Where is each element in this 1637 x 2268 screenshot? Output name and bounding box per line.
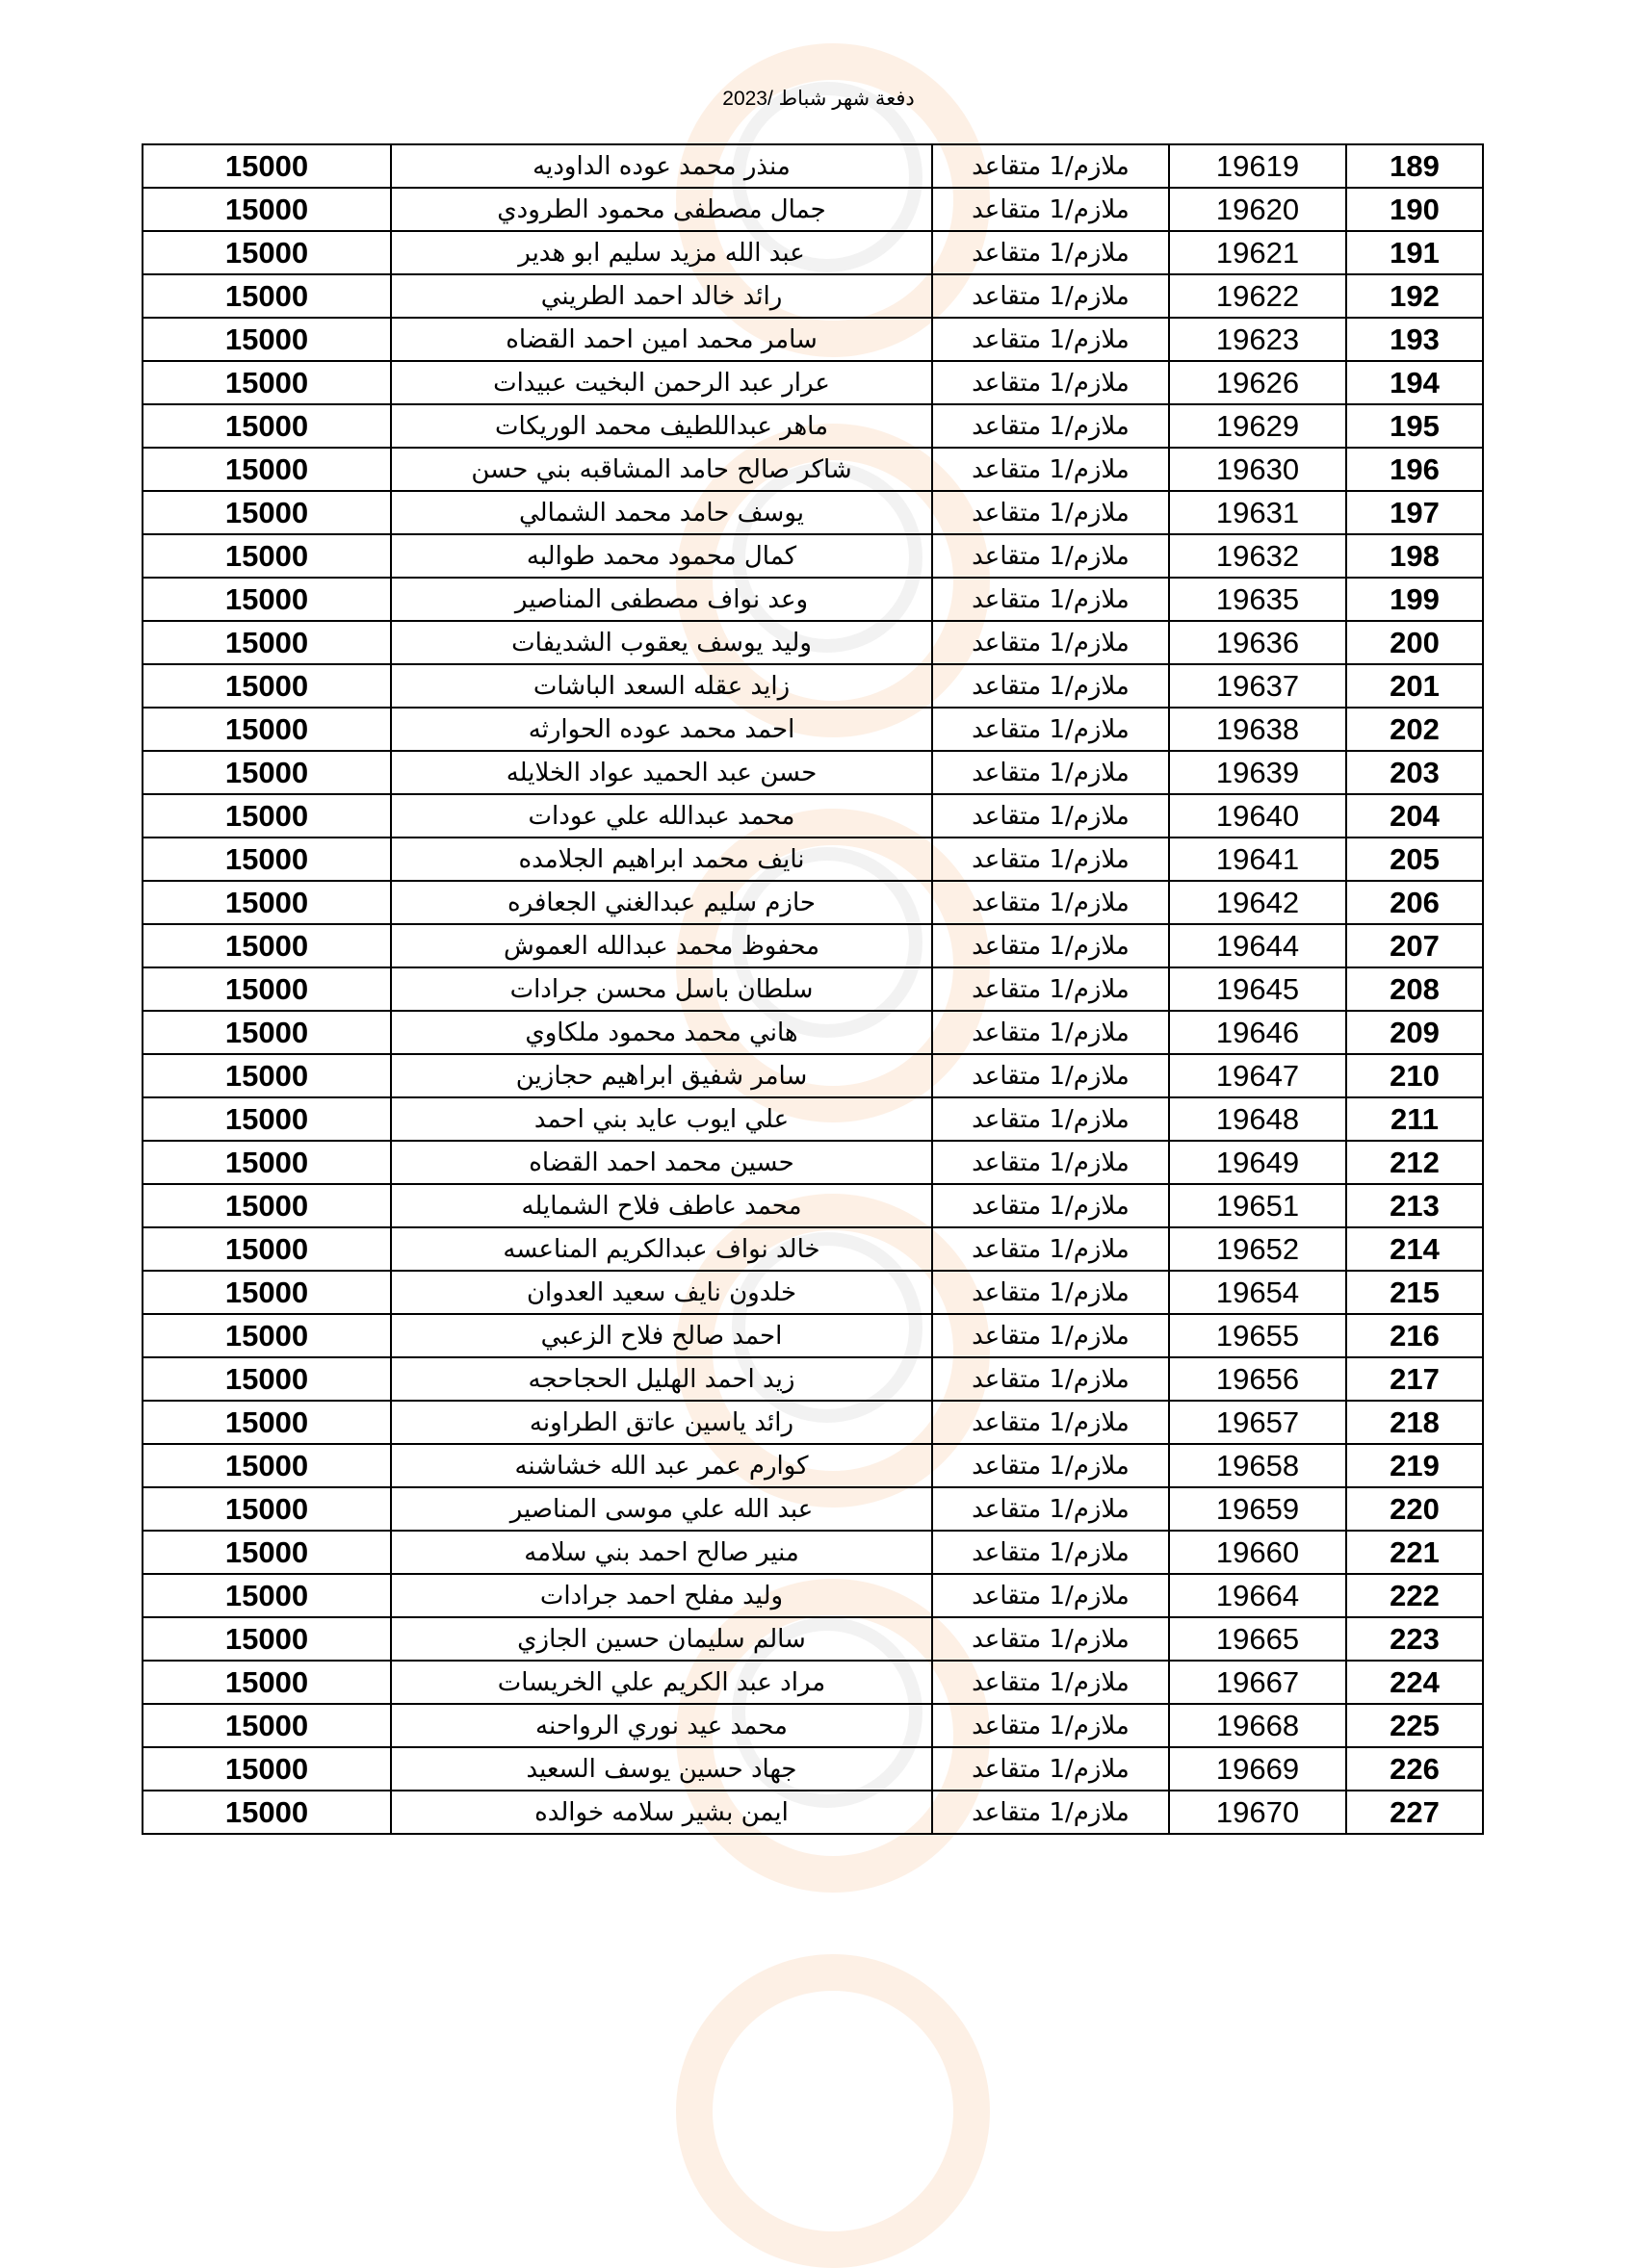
rank-cell: ملازم/1 متقاعد [932, 1531, 1169, 1574]
military-id-cell: 19641 [1169, 838, 1346, 881]
row-number-cell: 198 [1346, 534, 1483, 578]
military-id-cell: 19647 [1169, 1054, 1346, 1097]
amount-cell: 15000 [143, 838, 391, 881]
amount-cell: 15000 [143, 1401, 391, 1444]
rank-cell: ملازم/1 متقاعد [932, 664, 1169, 708]
row-number-cell: 190 [1346, 188, 1483, 231]
amount-cell: 15000 [143, 924, 391, 967]
table-row [143, 1097, 1483, 1141]
table-row [143, 881, 1483, 924]
row-number-cell: 189 [1346, 144, 1483, 188]
rank-cell: ملازم/1 متقاعد [932, 404, 1169, 448]
full-name-cell: سلطان باسل محسن جرادات [391, 967, 932, 1011]
table-row [143, 838, 1483, 881]
military-id-cell: 19667 [1169, 1661, 1346, 1704]
amount-cell: 15000 [143, 1661, 391, 1704]
rank-cell: ملازم/1 متقاعد [932, 621, 1169, 664]
full-name-cell: حسن عبد الحميد عواد الخلايله [391, 751, 932, 794]
row-number-cell: 199 [1346, 578, 1483, 621]
full-name-cell: شاكر صالح حامد المشاقبه بني حسن [391, 448, 932, 491]
military-id-cell: 19623 [1169, 318, 1346, 361]
rank-cell: ملازم/1 متقاعد [932, 1617, 1169, 1661]
amount-cell: 15000 [143, 1314, 391, 1357]
full-name-cell: سامر محمد امين احمد القضاه [391, 318, 932, 361]
rank-cell: ملازم/1 متقاعد [932, 1184, 1169, 1227]
row-number-cell: 214 [1346, 1227, 1483, 1271]
amount-cell: 15000 [143, 144, 391, 188]
military-id-cell: 19669 [1169, 1747, 1346, 1791]
military-id-cell: 19630 [1169, 448, 1346, 491]
rank-cell: ملازم/1 متقاعد [932, 1011, 1169, 1054]
rank-cell: ملازم/1 متقاعد [932, 1227, 1169, 1271]
military-id-cell: 19619 [1169, 144, 1346, 188]
full-name-cell: رائد ياسين عاتق الطراونه [391, 1401, 932, 1444]
rank-cell: ملازم/1 متقاعد [932, 881, 1169, 924]
rank-cell: ملازم/1 متقاعد [932, 924, 1169, 967]
table-row [143, 1011, 1483, 1054]
full-name-cell: علي ايوب عايد بني احمد [391, 1097, 932, 1141]
military-id-cell: 19636 [1169, 621, 1346, 664]
rank-cell: ملازم/1 متقاعد [932, 1704, 1169, 1747]
amount-cell: 15000 [143, 967, 391, 1011]
table-row [143, 664, 1483, 708]
row-number-cell: 201 [1346, 664, 1483, 708]
full-name-cell: محمد عاطف فلاح الشمايله [391, 1184, 932, 1227]
table-row [143, 1791, 1483, 1834]
full-name-cell: عبد الله مزيد سليم ابو هدير [391, 231, 932, 274]
amount-cell: 15000 [143, 1011, 391, 1054]
amount-cell: 15000 [143, 578, 391, 621]
table-row [143, 318, 1483, 361]
full-name-cell: حسين محمد احمد القضاه [391, 1141, 932, 1184]
row-number-cell: 219 [1346, 1444, 1483, 1487]
military-id-cell: 19632 [1169, 534, 1346, 578]
rank-cell: ملازم/1 متقاعد [932, 1054, 1169, 1097]
military-id-cell: 19648 [1169, 1097, 1346, 1141]
military-id-cell: 19644 [1169, 924, 1346, 967]
row-number-cell: 193 [1346, 318, 1483, 361]
military-id-cell: 19626 [1169, 361, 1346, 404]
rank-cell: ملازم/1 متقاعد [932, 1487, 1169, 1531]
amount-cell: 15000 [143, 1054, 391, 1097]
payment-table [142, 143, 1484, 1835]
amount-cell: 15000 [143, 1617, 391, 1661]
amount-cell: 15000 [143, 1444, 391, 1487]
table-row [143, 751, 1483, 794]
row-number-cell: 223 [1346, 1617, 1483, 1661]
full-name-cell: يوسف حامد محمد الشمالي [391, 491, 932, 534]
full-name-cell: مراد عبد الكريم علي الخريسات [391, 1661, 932, 1704]
military-id-cell: 19652 [1169, 1227, 1346, 1271]
row-number-cell: 196 [1346, 448, 1483, 491]
amount-cell: 15000 [143, 1487, 391, 1531]
rank-cell: ملازم/1 متقاعد [932, 1791, 1169, 1834]
table-row [143, 794, 1483, 838]
amount-cell: 15000 [143, 621, 391, 664]
row-number-cell: 191 [1346, 231, 1483, 274]
row-number-cell: 222 [1346, 1574, 1483, 1617]
rank-cell: ملازم/1 متقاعد [932, 1747, 1169, 1791]
full-name-cell: زيد احمد الهليل الحجاحجه [391, 1357, 932, 1401]
table-row [143, 448, 1483, 491]
full-name-cell: محمد عبدالله علي عودات [391, 794, 932, 838]
table-row [143, 144, 1483, 188]
table-row [143, 1271, 1483, 1314]
full-name-cell: خلدون نايف سعيد العدوان [391, 1271, 932, 1314]
military-id-cell: 19651 [1169, 1184, 1346, 1227]
full-name-cell: ايمن بشير سلامه خوالده [391, 1791, 932, 1834]
table-row [143, 188, 1483, 231]
full-name-cell: منير صالح احمد بني سلامه [391, 1531, 932, 1574]
table-row [143, 534, 1483, 578]
military-id-cell: 19629 [1169, 404, 1346, 448]
military-id-cell: 19654 [1169, 1271, 1346, 1314]
military-id-cell: 19637 [1169, 664, 1346, 708]
military-id-cell: 19665 [1169, 1617, 1346, 1661]
full-name-cell: وليد يوسف يعقوب الشديفات [391, 621, 932, 664]
amount-cell: 15000 [143, 708, 391, 751]
page-title: دفعة شهر شباط /2023 [722, 88, 915, 110]
amount-cell: 15000 [143, 188, 391, 231]
row-number-cell: 218 [1346, 1401, 1483, 1444]
row-number-cell: 213 [1346, 1184, 1483, 1227]
military-id-cell: 19635 [1169, 578, 1346, 621]
full-name-cell: احمد محمد عوده الحوارثه [391, 708, 932, 751]
amount-cell: 15000 [143, 794, 391, 838]
full-name-cell: نايف محمد ابراهيم الجلامده [391, 838, 932, 881]
row-number-cell: 205 [1346, 838, 1483, 881]
table-row [143, 231, 1483, 274]
amount-cell: 15000 [143, 1704, 391, 1747]
amount-cell: 15000 [143, 1097, 391, 1141]
row-number-cell: 210 [1346, 1054, 1483, 1097]
rank-cell: ملازم/1 متقاعد [932, 751, 1169, 794]
amount-cell: 15000 [143, 274, 391, 318]
row-number-cell: 208 [1346, 967, 1483, 1011]
full-name-cell: عبد الله علي موسى المناصير [391, 1487, 932, 1531]
table-row [143, 1531, 1483, 1574]
amount-cell: 15000 [143, 448, 391, 491]
full-name-cell: كوارم عمر عبد الله خشاشنه [391, 1444, 932, 1487]
military-id-cell: 19660 [1169, 1531, 1346, 1574]
rank-cell: ملازم/1 متقاعد [932, 1401, 1169, 1444]
row-number-cell: 225 [1346, 1704, 1483, 1747]
table-row [143, 1661, 1483, 1704]
row-number-cell: 227 [1346, 1791, 1483, 1834]
military-id-cell: 19646 [1169, 1011, 1346, 1054]
full-name-cell: ماهر عبداللطيف محمد الوريكات [391, 404, 932, 448]
table-row [143, 1314, 1483, 1357]
table-row [143, 1141, 1483, 1184]
military-id-cell: 19631 [1169, 491, 1346, 534]
table-row [143, 1617, 1483, 1661]
amount-cell: 15000 [143, 1747, 391, 1791]
table-row [143, 708, 1483, 751]
rank-cell: ملازم/1 متقاعد [932, 967, 1169, 1011]
amount-cell: 15000 [143, 404, 391, 448]
military-id-cell: 19649 [1169, 1141, 1346, 1184]
amount-cell: 15000 [143, 491, 391, 534]
table-row [143, 1054, 1483, 1097]
military-id-cell: 19640 [1169, 794, 1346, 838]
full-name-cell: هاني محمد محمود ملكاوي [391, 1011, 932, 1054]
amount-cell: 15000 [143, 361, 391, 404]
row-number-cell: 202 [1346, 708, 1483, 751]
military-id-cell: 19659 [1169, 1487, 1346, 1531]
row-number-cell: 194 [1346, 361, 1483, 404]
full-name-cell: سامر شفيق ابراهيم حجازين [391, 1054, 932, 1097]
row-number-cell: 195 [1346, 404, 1483, 448]
row-number-cell: 216 [1346, 1314, 1483, 1357]
military-id-cell: 19622 [1169, 274, 1346, 318]
table-row [143, 1487, 1483, 1531]
rank-cell: ملازم/1 متقاعد [932, 144, 1169, 188]
rank-cell: ملازم/1 متقاعد [932, 318, 1169, 361]
table-row [143, 404, 1483, 448]
table-row [143, 1574, 1483, 1617]
table-row [143, 491, 1483, 534]
rank-cell: ملازم/1 متقاعد [932, 361, 1169, 404]
amount-cell: 15000 [143, 1357, 391, 1401]
rank-cell: ملازم/1 متقاعد [932, 794, 1169, 838]
full-name-cell: منذر محمد عوده الداوديه [391, 144, 932, 188]
amount-cell: 15000 [143, 1574, 391, 1617]
row-number-cell: 204 [1346, 794, 1483, 838]
row-number-cell: 203 [1346, 751, 1483, 794]
table-row [143, 1357, 1483, 1401]
military-id-cell: 19645 [1169, 967, 1346, 1011]
amount-cell: 15000 [143, 881, 391, 924]
military-id-cell: 19638 [1169, 708, 1346, 751]
rank-cell: ملازم/1 متقاعد [932, 534, 1169, 578]
full-name-cell: جمال مصطفى محمود الطرودي [391, 188, 932, 231]
table-row [143, 1227, 1483, 1271]
rank-cell: ملازم/1 متقاعد [932, 1097, 1169, 1141]
table-row [143, 361, 1483, 404]
row-number-cell: 217 [1346, 1357, 1483, 1401]
row-number-cell: 224 [1346, 1661, 1483, 1704]
amount-cell: 15000 [143, 1791, 391, 1834]
military-id-cell: 19664 [1169, 1574, 1346, 1617]
rank-cell: ملازم/1 متقاعد [932, 188, 1169, 231]
full-name-cell: رائد خالد احمد الطريني [391, 274, 932, 318]
rank-cell: ملازم/1 متقاعد [932, 274, 1169, 318]
row-number-cell: 200 [1346, 621, 1483, 664]
table-row [143, 1444, 1483, 1487]
amount-cell: 15000 [143, 231, 391, 274]
table-row [143, 274, 1483, 318]
military-id-cell: 19621 [1169, 231, 1346, 274]
row-number-cell: 221 [1346, 1531, 1483, 1574]
row-number-cell: 209 [1346, 1011, 1483, 1054]
table-row [143, 578, 1483, 621]
row-number-cell: 215 [1346, 1271, 1483, 1314]
amount-cell: 15000 [143, 534, 391, 578]
full-name-cell: وعد نواف مصطفى المناصير [391, 578, 932, 621]
full-name-cell: زايد عقله السعد الباشات [391, 664, 932, 708]
row-number-cell: 226 [1346, 1747, 1483, 1791]
amount-cell: 15000 [143, 1531, 391, 1574]
rank-cell: ملازم/1 متقاعد [932, 838, 1169, 881]
military-id-cell: 19658 [1169, 1444, 1346, 1487]
rank-cell: ملازم/1 متقاعد [932, 1141, 1169, 1184]
full-name-cell: عرار عبد الرحمن البخيت عبيدات [391, 361, 932, 404]
full-name-cell: محمد عيد نوري الرواحنه [391, 1704, 932, 1747]
rank-cell: ملازم/1 متقاعد [932, 448, 1169, 491]
amount-cell: 15000 [143, 664, 391, 708]
full-name-cell: سالم سليمان حسين الجازي [391, 1617, 932, 1661]
rank-cell: ملازم/1 متقاعد [932, 1661, 1169, 1704]
amount-cell: 15000 [143, 751, 391, 794]
table-row [143, 1401, 1483, 1444]
full-name-cell: احمد صالح فلاح الزعبي [391, 1314, 932, 1357]
row-number-cell: 192 [1346, 274, 1483, 318]
military-id-cell: 19657 [1169, 1401, 1346, 1444]
rank-cell: ملازم/1 متقاعد [932, 1357, 1169, 1401]
table-row [143, 1184, 1483, 1227]
rank-cell: ملازم/1 متقاعد [932, 1271, 1169, 1314]
full-name-cell: خالد نواف عبدالكريم المناعسه [391, 1227, 932, 1271]
rank-cell: ملازم/1 متقاعد [932, 708, 1169, 751]
military-id-cell: 19655 [1169, 1314, 1346, 1357]
military-id-cell: 19668 [1169, 1704, 1346, 1747]
amount-cell: 15000 [143, 1271, 391, 1314]
rank-cell: ملازم/1 متقاعد [932, 231, 1169, 274]
amount-cell: 15000 [143, 1227, 391, 1271]
full-name-cell: وليد مفلح احمد جرادات [391, 1574, 932, 1617]
full-name-cell: كمال محمود محمد طوالبه [391, 534, 932, 578]
row-number-cell: 211 [1346, 1097, 1483, 1141]
amount-cell: 15000 [143, 1141, 391, 1184]
table-row [143, 1704, 1483, 1747]
full-name-cell: حازم سليم عبدالغني الجعافره [391, 881, 932, 924]
amount-cell: 15000 [143, 1184, 391, 1227]
rank-cell: ملازم/1 متقاعد [932, 1444, 1169, 1487]
row-number-cell: 212 [1346, 1141, 1483, 1184]
military-id-cell: 19656 [1169, 1357, 1346, 1401]
full-name-cell: محفوظ محمد عبدالله العموش [391, 924, 932, 967]
row-number-cell: 207 [1346, 924, 1483, 967]
rank-cell: ملازم/1 متقاعد [932, 578, 1169, 621]
rank-cell: ملازم/1 متقاعد [932, 1314, 1169, 1357]
watermark-clock-logo [676, 1954, 990, 2268]
row-number-cell: 206 [1346, 881, 1483, 924]
military-id-cell: 19639 [1169, 751, 1346, 794]
military-id-cell: 19670 [1169, 1791, 1346, 1834]
military-id-cell: 19642 [1169, 881, 1346, 924]
table-row [143, 1747, 1483, 1791]
table-row [143, 621, 1483, 664]
military-id-cell: 19620 [1169, 188, 1346, 231]
row-number-cell: 197 [1346, 491, 1483, 534]
rank-cell: ملازم/1 متقاعد [932, 491, 1169, 534]
table-row [143, 967, 1483, 1011]
row-number-cell: 220 [1346, 1487, 1483, 1531]
table-row [143, 924, 1483, 967]
amount-cell: 15000 [143, 318, 391, 361]
full-name-cell: جهاد حسين يوسف السعيد [391, 1747, 932, 1791]
rank-cell: ملازم/1 متقاعد [932, 1574, 1169, 1617]
